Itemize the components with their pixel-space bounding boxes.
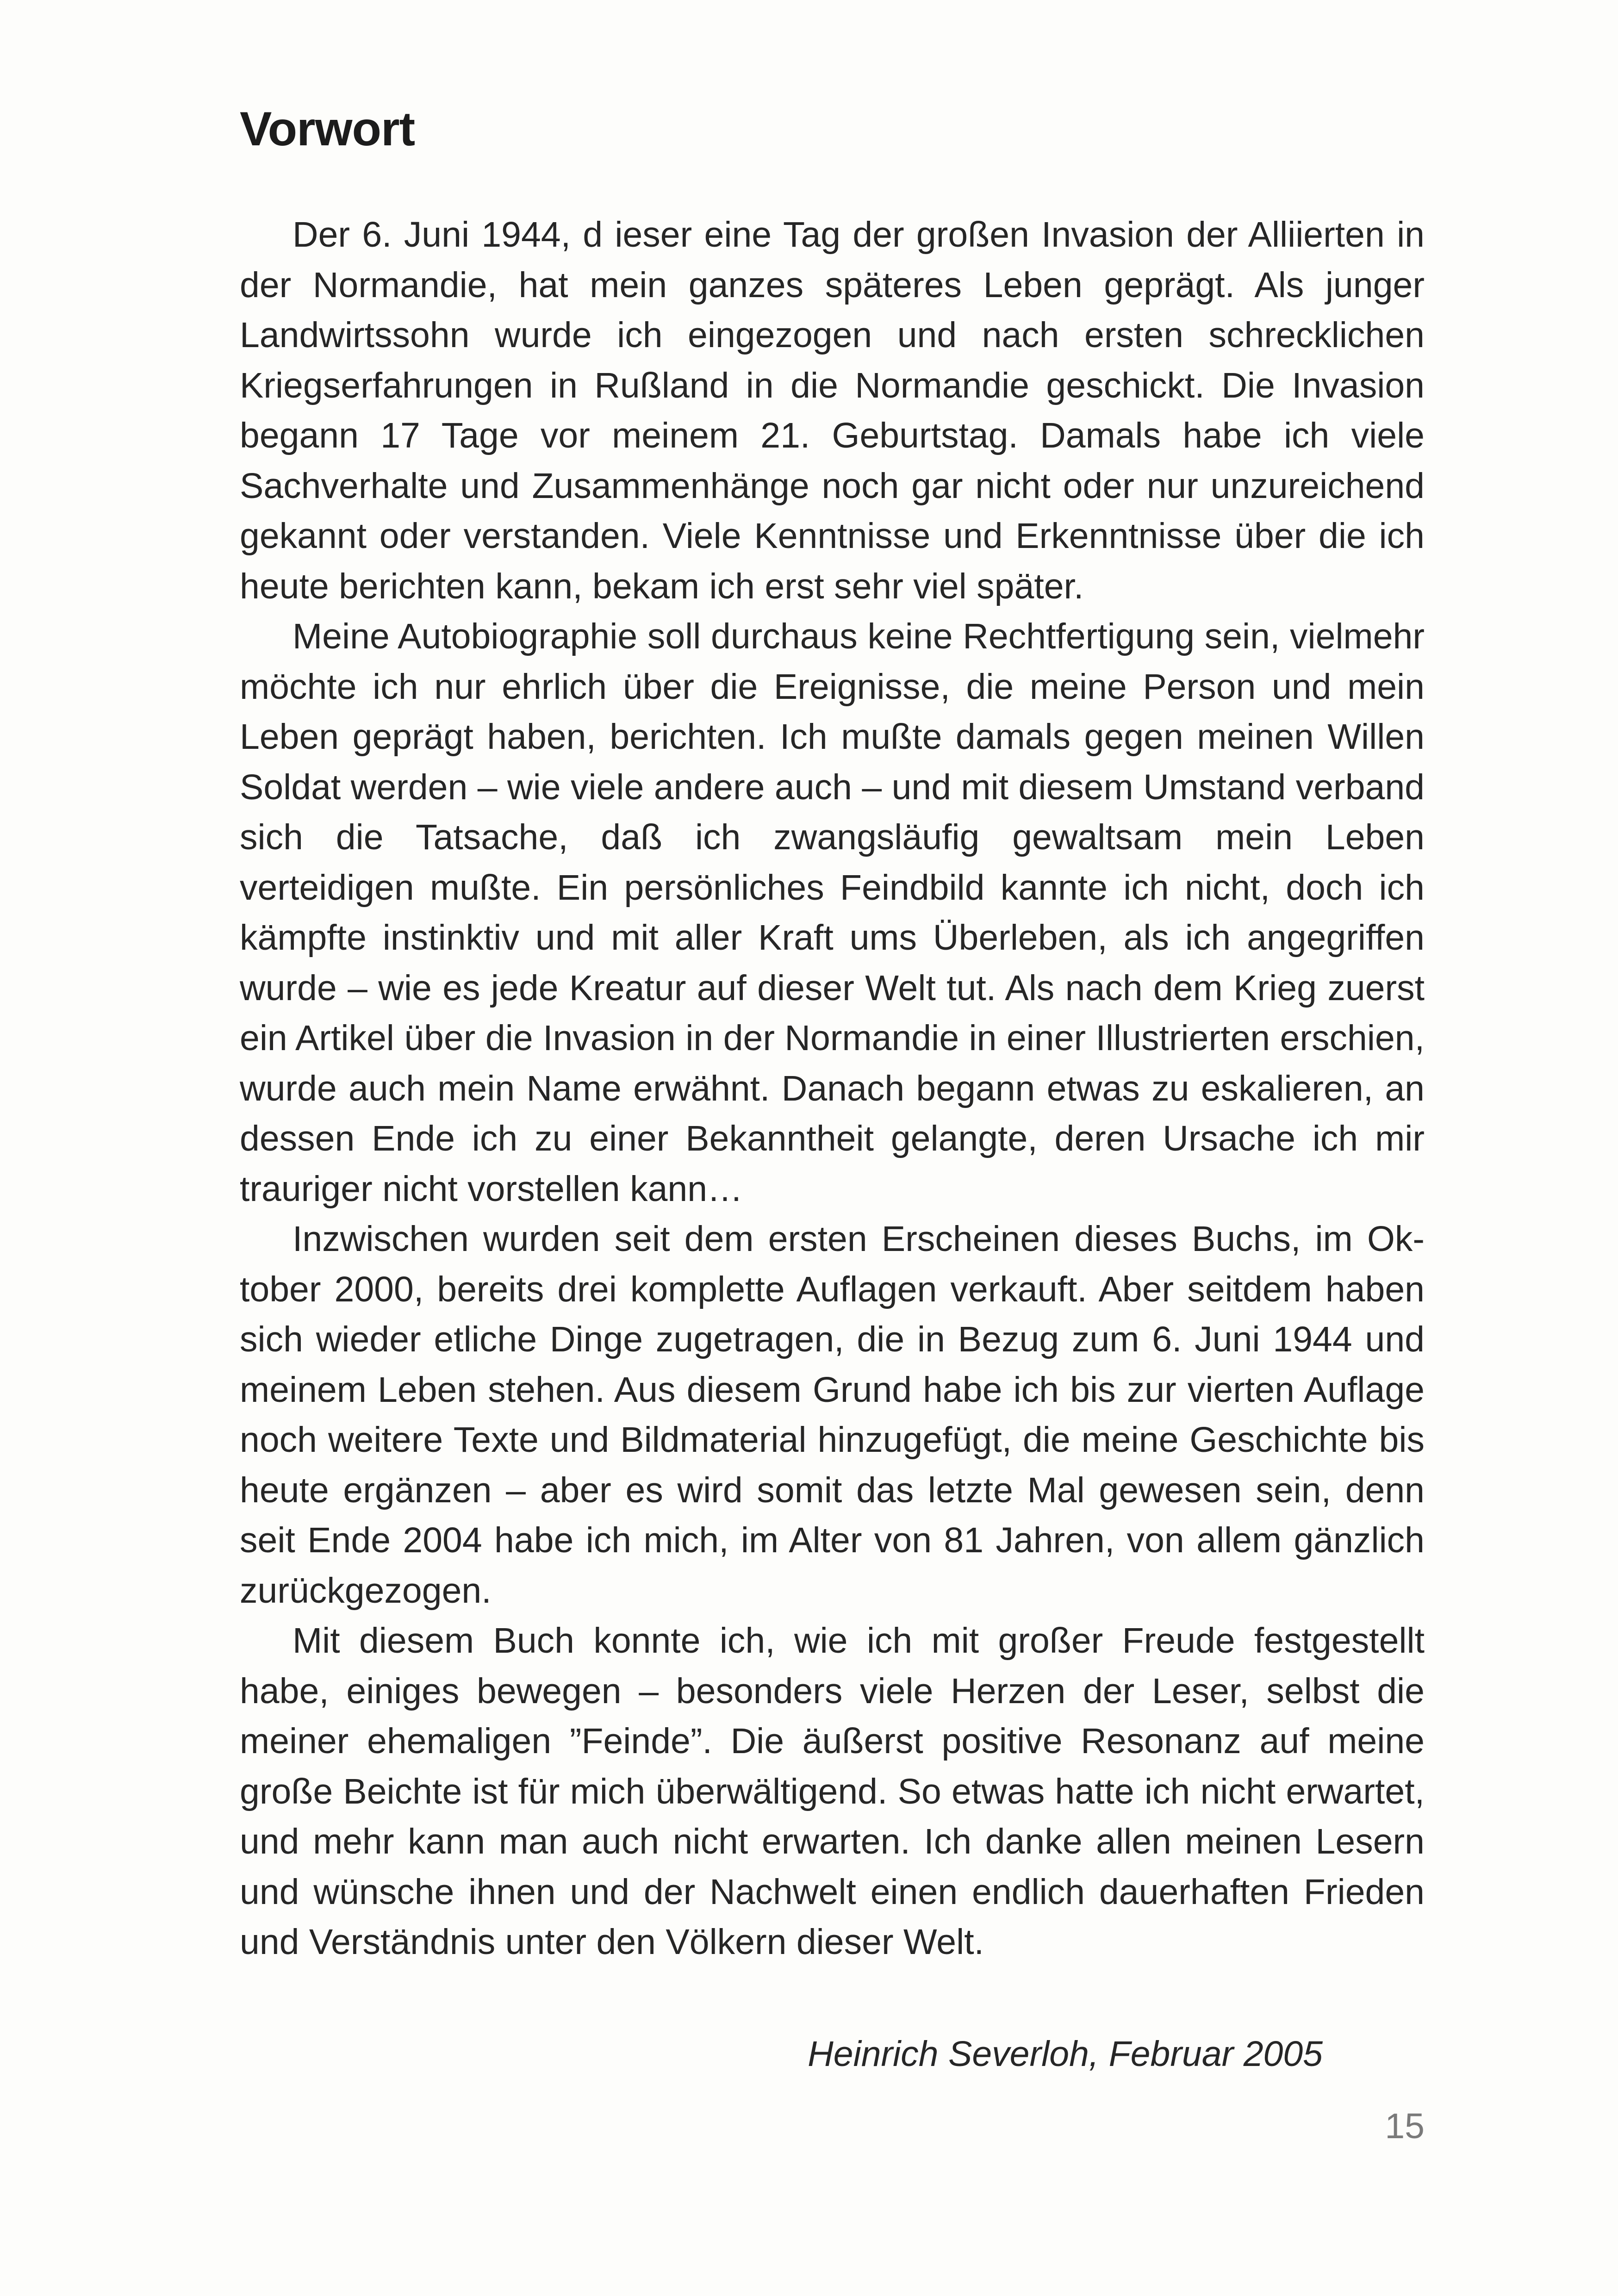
page-number: 15 <box>1385 2106 1425 2146</box>
book-page <box>240 0 1425 2296</box>
paragraph-3: Inzwischen wurden seit dem ersten Erscheinen dieses Buchs, im Oktober 2000, bereits drei komplette Auflagen verkauft. Aber seitdem haben sich wieder etliche Dinge zugetragen, die in Bezug zum 6. Juni 1944 und meinem Leben stehen. Aus diesem Grund habe ich bis zur vierten Auflage noch weitere Texte und Bildmaterial hinzugefügt, die meine Geschichte bis heute ergänzen – aber es wird somit das letzte Mal gewesen sein, denn seit Ende 2004 habe ich mich, im Alter von 81 Jahren, von allem gänzlich zurückgezogen. <box>240 1219 1425 1611</box>
page-title: Vorwort <box>240 102 415 156</box>
paragraph-1: Der 6. Juni 1944, d ieser eine Tag der großen Invasion der Alliierten in der Normandie, hat mein ganzes späteres Leben geprägt. Als junger Landwirtssohn wurde ich eingezogen und nach ersten schrecklichen Kriegserfahrungen in Rußland in die Normandie geschickt. Die Invasion begann 17 Tage vor meinem 21. Geburtstag. Damals habe ich viele Sachverhalte und Zusammenhänge noch gar nicht oder nur unzureichend gekannt oder verstanden. Viele Kenntnisse und Erkenntnisse über die ich heute berichten kann, bekam ich erst sehr viel später. <box>240 215 1425 606</box>
foreword-body <box>240 210 1425 1967</box>
paragraph-4: Mit diesem Buch konnte ich, wie ich mit großer Freude festgestellt habe, einiges bewegen – besonders viele Herzen der Leser, selbst die meiner ehemaligen ”Feinde”. Die äußerst positive Resonanz auf meine große Beichte ist für mich überwältigend. So etwas hatte ich nicht erwartet, und mehr kann man auch nicht erwarten. Ich danke allen meinen Lesern und wünsche ihnen und der Nachwelt einen endlich dauerhaften Frieden und Verständnis unter den Völkern dieser Welt. <box>240 1621 1425 1962</box>
author-signature: Heinrich Severloh, Februar 2005 <box>808 2034 1323 2074</box>
paragraph-2: Meine Autobiographie soll durchaus keine Rechtfertigung sein, vielmehr möchte ich nur ehrlich über die Ereignisse, die meine Person und mein Leben geprägt haben, berichten. Ich mußte damals gegen meinen Willen Soldat werden – wie viele andere auch – und mit diesem Umstand verband sich die Tatsache, daß ich zwangsläufig gewaltsam mein Leben verteidigen mußte. Ein persönliches Feindbild kannte ich nicht, doch ich kämpfte instinktiv und mit aller Kraft ums Überleben, als ich angegriffen wurde – wie es jede Kreatur auf dieser Welt tut. Als nach dem Krieg zuerst ein Artikel über die Invasion in der Normandie in einer Illustrierten erschien, wurde auch mein Name erwähnt. Danach begann etwas zu eskalieren, an dessen Ende ich zu einer Bekanntheit gelangte, deren Ursache ich mir trauriger nicht vorstellen kann… <box>240 616 1425 1209</box>
